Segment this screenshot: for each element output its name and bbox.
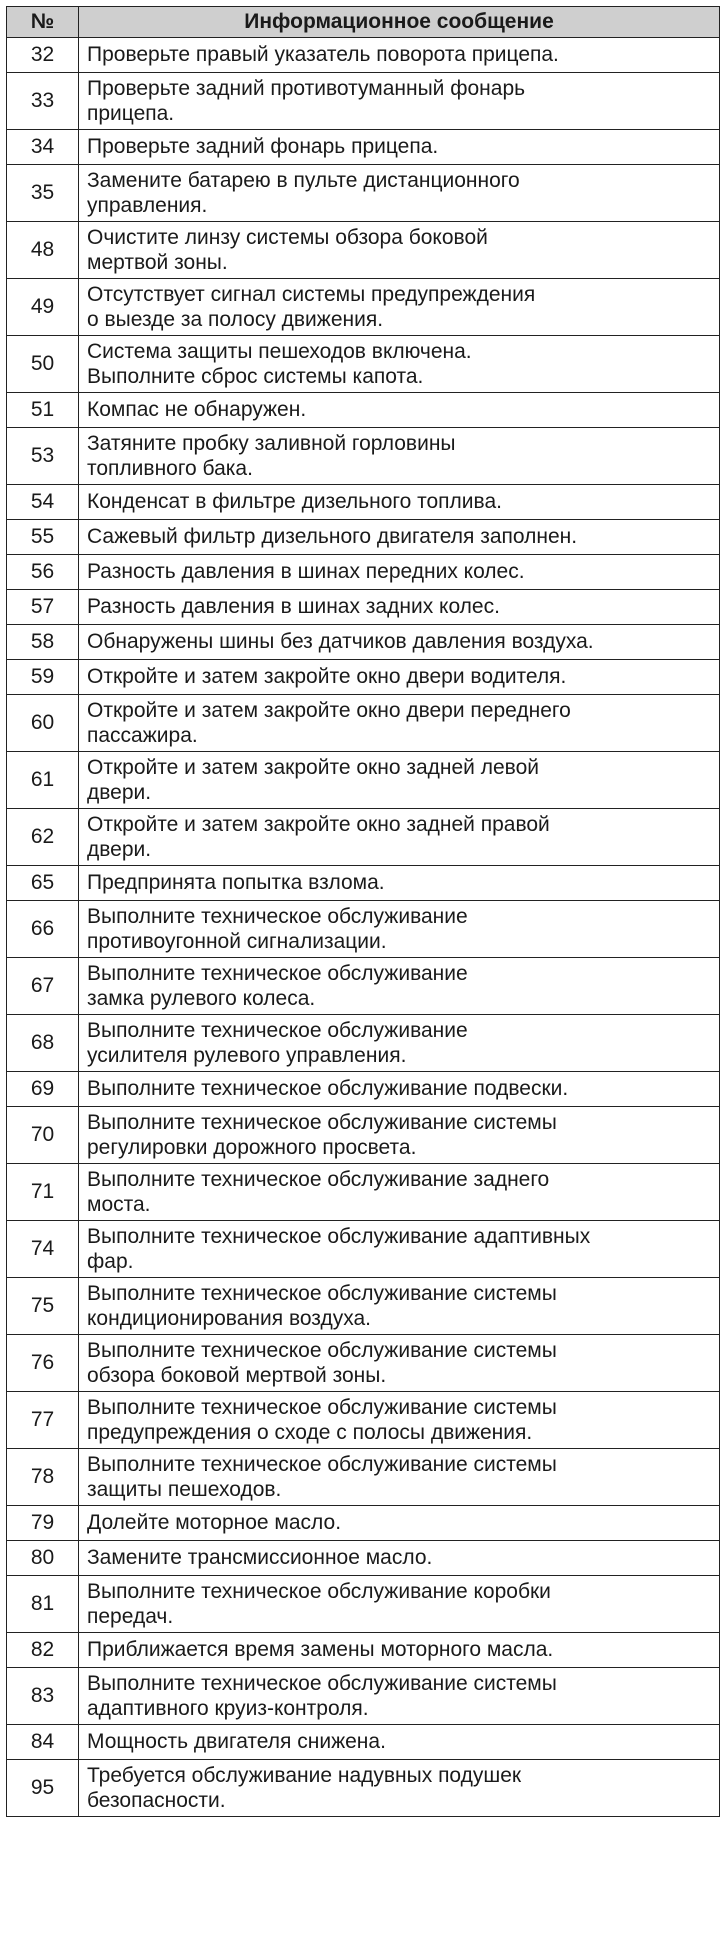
table-row xyxy=(7,336,720,393)
message-number: 80 xyxy=(7,1541,79,1576)
column-header-message: Информационное сообщение xyxy=(79,7,720,38)
table-row xyxy=(7,555,720,590)
message-text: Проверьте правый указатель поворота прицепа. xyxy=(79,38,720,73)
message-text: Выполните техническое обслуживание противоугонной сигнализации. xyxy=(79,901,720,958)
table-row xyxy=(7,165,720,222)
table-row xyxy=(7,752,720,809)
table-row xyxy=(7,1725,720,1760)
message-number: 83 xyxy=(7,1668,79,1725)
table-row xyxy=(7,590,720,625)
message-number: 71 xyxy=(7,1164,79,1221)
message-text: Проверьте задний фонарь прицепа. xyxy=(79,130,720,165)
table-row xyxy=(7,1506,720,1541)
message-number: 60 xyxy=(7,695,79,752)
message-text: Долейте моторное масло. xyxy=(79,1506,720,1541)
message-text: Выполните техническое обслуживание усилителя рулевого управления. xyxy=(79,1015,720,1072)
message-text: Приближается время замены моторного масла. xyxy=(79,1633,720,1668)
message-number: 51 xyxy=(7,393,79,428)
message-number: 49 xyxy=(7,279,79,336)
message-text: Выполните техническое обслуживание коробки передач. xyxy=(79,1576,720,1633)
message-number: 68 xyxy=(7,1015,79,1072)
message-text: Выполните техническое обслуживание замка рулевого колеса. xyxy=(79,958,720,1015)
table-row xyxy=(7,222,720,279)
table-row xyxy=(7,1072,720,1107)
document-page xyxy=(6,6,719,1817)
message-number: 76 xyxy=(7,1335,79,1392)
message-number: 79 xyxy=(7,1506,79,1541)
message-text: Отсутствует сигнал системы предупреждения о выезде за полосу движения. xyxy=(79,279,720,336)
table-row xyxy=(7,393,720,428)
table-row xyxy=(7,1576,720,1633)
message-text: Замените батарею в пульте дистанционного управления. xyxy=(79,165,720,222)
message-text: Компас не обнаружен. xyxy=(79,393,720,428)
message-number: 35 xyxy=(7,165,79,222)
table-row xyxy=(7,130,720,165)
message-number: 55 xyxy=(7,520,79,555)
table-row xyxy=(7,1164,720,1221)
column-header-number: № xyxy=(7,7,79,38)
table-row xyxy=(7,1392,720,1449)
message-number: 50 xyxy=(7,336,79,393)
table-row xyxy=(7,38,720,73)
message-text: Откройте и затем закройте окно задней правой двери. xyxy=(79,809,720,866)
message-number: 69 xyxy=(7,1072,79,1107)
table-row xyxy=(7,1335,720,1392)
message-number: 67 xyxy=(7,958,79,1015)
message-number: 70 xyxy=(7,1107,79,1164)
message-text: Разность давления в шинах задних колес. xyxy=(79,590,720,625)
message-number: 65 xyxy=(7,866,79,901)
message-text: Откройте и затем закройте окно двери водителя. xyxy=(79,660,720,695)
message-text: Выполните техническое обслуживание системы кондиционирования воздуха. xyxy=(79,1278,720,1335)
message-number: 77 xyxy=(7,1392,79,1449)
message-number: 48 xyxy=(7,222,79,279)
message-text: Выполните техническое обслуживание заднего моста. xyxy=(79,1164,720,1221)
table-row xyxy=(7,1449,720,1506)
message-number: 95 xyxy=(7,1760,79,1817)
table-row xyxy=(7,866,720,901)
message-number: 66 xyxy=(7,901,79,958)
message-text: Проверьте задний противотуманный фонарь прицепа. xyxy=(79,73,720,130)
message-number: 75 xyxy=(7,1278,79,1335)
message-text: Откройте и затем закройте окно задней левой двери. xyxy=(79,752,720,809)
table-row xyxy=(7,958,720,1015)
message-number: 61 xyxy=(7,752,79,809)
message-number: 57 xyxy=(7,590,79,625)
message-number: 82 xyxy=(7,1633,79,1668)
message-text: Предпринята попытка взлома. xyxy=(79,866,720,901)
table-row xyxy=(7,485,720,520)
message-number: 54 xyxy=(7,485,79,520)
message-text: Выполните техническое обслуживание системы регулировки дорожного просвета. xyxy=(79,1107,720,1164)
message-number: 53 xyxy=(7,428,79,485)
message-text: Разность давления в шинах передних колес. xyxy=(79,555,720,590)
message-text: Очистите линзу системы обзора боковой мертвой зоны. xyxy=(79,222,720,279)
message-number: 32 xyxy=(7,38,79,73)
message-text: Выполните техническое обслуживание системы предупреждения о сходе с полосы движения. xyxy=(79,1392,720,1449)
message-text: Мощность двигателя снижена. xyxy=(79,1725,720,1760)
message-text: Затяните пробку заливной горловины топливного бака. xyxy=(79,428,720,485)
message-number: 62 xyxy=(7,809,79,866)
message-text: Выполните техническое обслуживание подвески. xyxy=(79,1072,720,1107)
table-row xyxy=(7,1278,720,1335)
message-number: 56 xyxy=(7,555,79,590)
table-row xyxy=(7,695,720,752)
message-text: Замените трансмиссионное масло. xyxy=(79,1541,720,1576)
table-row xyxy=(7,809,720,866)
message-text: Конденсат в фильтре дизельного топлива. xyxy=(79,485,720,520)
table-row xyxy=(7,660,720,695)
table-header-row xyxy=(7,7,720,38)
message-number: 59 xyxy=(7,660,79,695)
message-number: 81 xyxy=(7,1576,79,1633)
table-body xyxy=(7,38,720,1817)
message-text: Выполните техническое обслуживание системы адаптивного круиз-контроля. xyxy=(79,1668,720,1725)
message-text: Требуется обслуживание надувных подушек безопасности. xyxy=(79,1760,720,1817)
message-number: 58 xyxy=(7,625,79,660)
message-number: 78 xyxy=(7,1449,79,1506)
message-text: Обнаружены шины без датчиков давления воздуха. xyxy=(79,625,720,660)
table-row xyxy=(7,1668,720,1725)
table-row xyxy=(7,73,720,130)
message-text: Система защиты пешеходов включена. Выполните сброс системы капота. xyxy=(79,336,720,393)
table-row xyxy=(7,1760,720,1817)
message-text: Откройте и затем закройте окно двери переднего пассажира. xyxy=(79,695,720,752)
message-number: 84 xyxy=(7,1725,79,1760)
table-row xyxy=(7,1221,720,1278)
table-row xyxy=(7,279,720,336)
message-text: Выполните техническое обслуживание системы обзора боковой мертвой зоны. xyxy=(79,1335,720,1392)
table-row xyxy=(7,901,720,958)
table-row xyxy=(7,1015,720,1072)
table-row xyxy=(7,1107,720,1164)
message-text: Сажевый фильтр дизельного двигателя заполнен. xyxy=(79,520,720,555)
table-row xyxy=(7,1541,720,1576)
table-row xyxy=(7,625,720,660)
table-row xyxy=(7,520,720,555)
message-number: 33 xyxy=(7,73,79,130)
message-text: Выполните техническое обслуживание системы защиты пешеходов. xyxy=(79,1449,720,1506)
message-text: Выполните техническое обслуживание адаптивных фар. xyxy=(79,1221,720,1278)
table-row xyxy=(7,1633,720,1668)
table-row xyxy=(7,428,720,485)
message-number: 34 xyxy=(7,130,79,165)
info-messages-table xyxy=(6,6,720,1817)
message-number: 74 xyxy=(7,1221,79,1278)
